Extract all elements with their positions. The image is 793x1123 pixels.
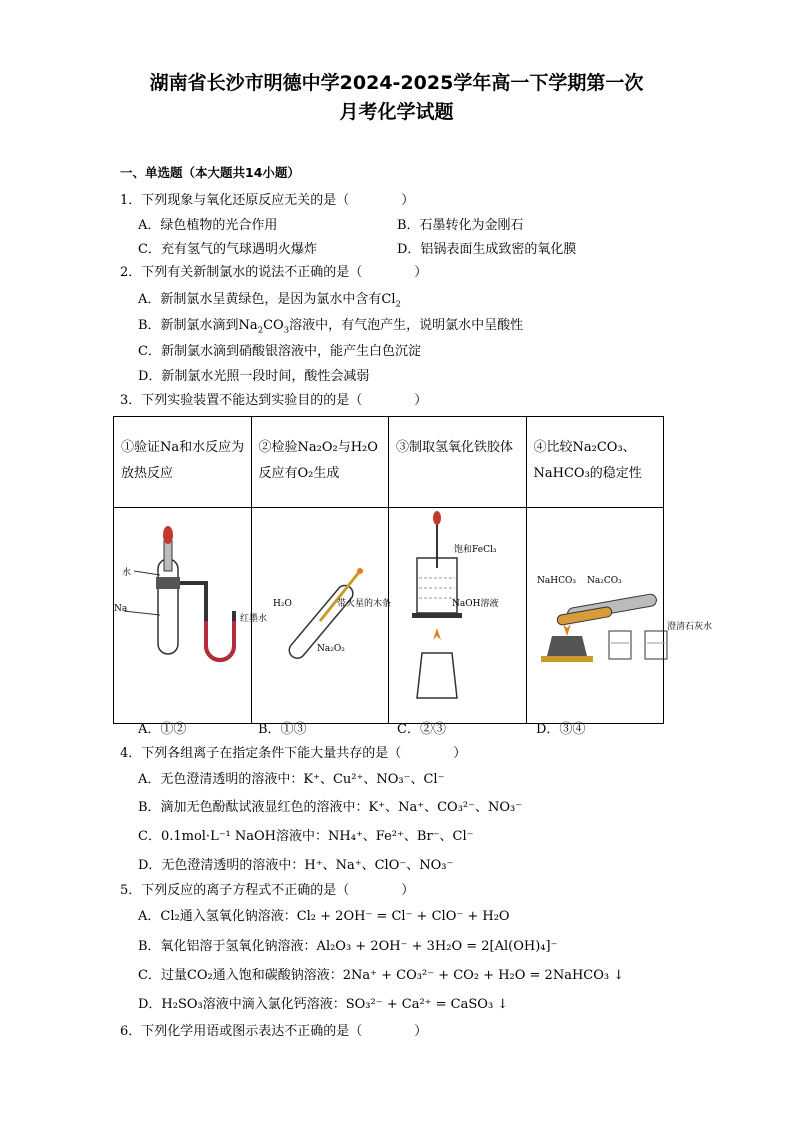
- q3-stem: 3．下列实验装置不能达到实验目的的是（ ）: [120, 393, 428, 408]
- q4-option-d: D．无色澄清透明的溶液中：H⁺、Na⁺、ClO⁻、NO₃⁻: [138, 858, 454, 873]
- q3-option-a: A．①②: [138, 722, 187, 737]
- apparatus-3-drawing: [402, 508, 512, 713]
- label-limewater: 澄清石灰水: [666, 621, 712, 632]
- apparatus-1-drawing: [114, 511, 268, 711]
- apparatus-2-drawing: [265, 511, 391, 711]
- q5-option-c: C．过量CO₂通入饱和碳酸钠溶液：2Na⁺ + CO₃²⁻ + CO₂ + H₂O = 2NaHCO₃ ↓: [138, 968, 625, 983]
- label-na2o2: Na₂O₂: [316, 643, 345, 654]
- apparatus-2: [251, 508, 389, 724]
- label-na2co3: Na₂CO₃: [586, 575, 622, 586]
- q2-option-d: D．新制氯水光照一段时间，酸性会减弱: [138, 369, 370, 384]
- q1-stem: 1．下列现象与氧化还原反应无关的是（ ）: [120, 193, 415, 208]
- q1-option-c: C．充有氢气的气球遇明火爆炸: [138, 242, 317, 257]
- q3-option-c: C．②③: [397, 722, 446, 737]
- page-title-line2: 月考化学试题: [339, 101, 454, 123]
- q4-option-b: B．滴加无色酚酞试液显红色的溶液中：K⁺、Na⁺、CO₃²⁻、NO₃⁻: [138, 800, 523, 815]
- q1-option-d: D．铝锅表面生成致密的氧化膜: [397, 242, 577, 257]
- q3-option-d: D．③④: [536, 722, 586, 737]
- q5-option-b: B．氧化铝溶于氢氧化钠溶液：Al₂O₃ + 2OH⁻ + 3H₂O = 2[Al(OH)₄]⁻: [138, 939, 558, 954]
- apparatus-3: [389, 508, 527, 724]
- q4-option-c: C．0.1mol·L⁻¹ NaOH溶液中：NH₄⁺、Fe²⁺、Br⁻、Cl⁻: [138, 829, 474, 844]
- q5-option-a: A．Cl₂通入氢氧化钠溶液：Cl₂ + 2OH⁻ = Cl⁻ + ClO⁻ + H₂O: [138, 909, 510, 924]
- label-h2o: H₂O: [272, 598, 292, 609]
- q3-option-b: B．①③: [258, 722, 307, 737]
- apparatus-1: [114, 508, 268, 724]
- label-water: 水: [122, 567, 132, 578]
- label-naoh: NaOH溶液: [452, 599, 499, 609]
- q5-stem: 5．下列反应的离子方程式不正确的是（ ）: [120, 883, 415, 898]
- label-na: Na: [114, 603, 128, 614]
- page-title-line1: 湖南省长沙市明德中学2024-2025学年高一下学期第一次: [149, 72, 644, 94]
- q2-option-c: C．新制氯水滴到硝酸银溶液中，能产生白色沉淀: [138, 344, 421, 359]
- exp-cell-2: ②检验Na₂O₂与H₂O反应有O₂生成: [251, 417, 389, 508]
- q2-option-b: B．新制氯水滴到$Na_2CO_3$溶液中，有气泡产生，说明氯水中呈酸性: [138, 318, 524, 336]
- label-splint: 带火星的木条: [336, 598, 391, 609]
- label-nahco3: NaHCO₃: [536, 575, 576, 586]
- exp-cell-1: ①验证Na和水反应为放热反应: [114, 417, 252, 508]
- label-red-ink: 红墨水: [240, 613, 268, 624]
- q6-stem: 6．下列化学用语或图示表达不正确的是（ ）: [120, 1024, 428, 1039]
- q4-stem: 4．下列各组离子在指定条件下能大量共存的是（ ）: [120, 746, 467, 761]
- q5-option-d: D．H₂SO₃溶液中滴入氯化钙溶液：SO₃²⁻ + Ca²⁺ = CaSO₃ ↓: [138, 997, 509, 1012]
- apparatus-4: [526, 508, 712, 724]
- q1-option-b: B．石墨转化为金刚石: [397, 218, 524, 233]
- apparatus-4-drawing: [527, 511, 712, 711]
- q2-option-a: A．新制氯水呈黄绿色，是因为氯水中含有$Cl_2$: [138, 292, 401, 310]
- exp-cell-3: ③制取氢氧化铁胶体: [389, 417, 527, 508]
- label-fecl3: 饱和FeCl₃: [454, 545, 497, 555]
- section-heading: 一、单选题（本大题共14小题）: [120, 165, 300, 180]
- q2-stem: 2．下列有关新制氯水的说法不正确的是（ ）: [120, 265, 428, 280]
- q1-option-a: A．绿色植物的光合作用: [138, 218, 278, 233]
- experiment-table: [113, 416, 712, 724]
- exp-cell-4: ④比较Na₂CO₃、NaHCO₃的稳定性: [526, 417, 664, 508]
- q4-option-a: A．无色澄清透明的溶液中：K⁺、Cu²⁺、NO₃⁻、Cl⁻: [138, 772, 445, 787]
